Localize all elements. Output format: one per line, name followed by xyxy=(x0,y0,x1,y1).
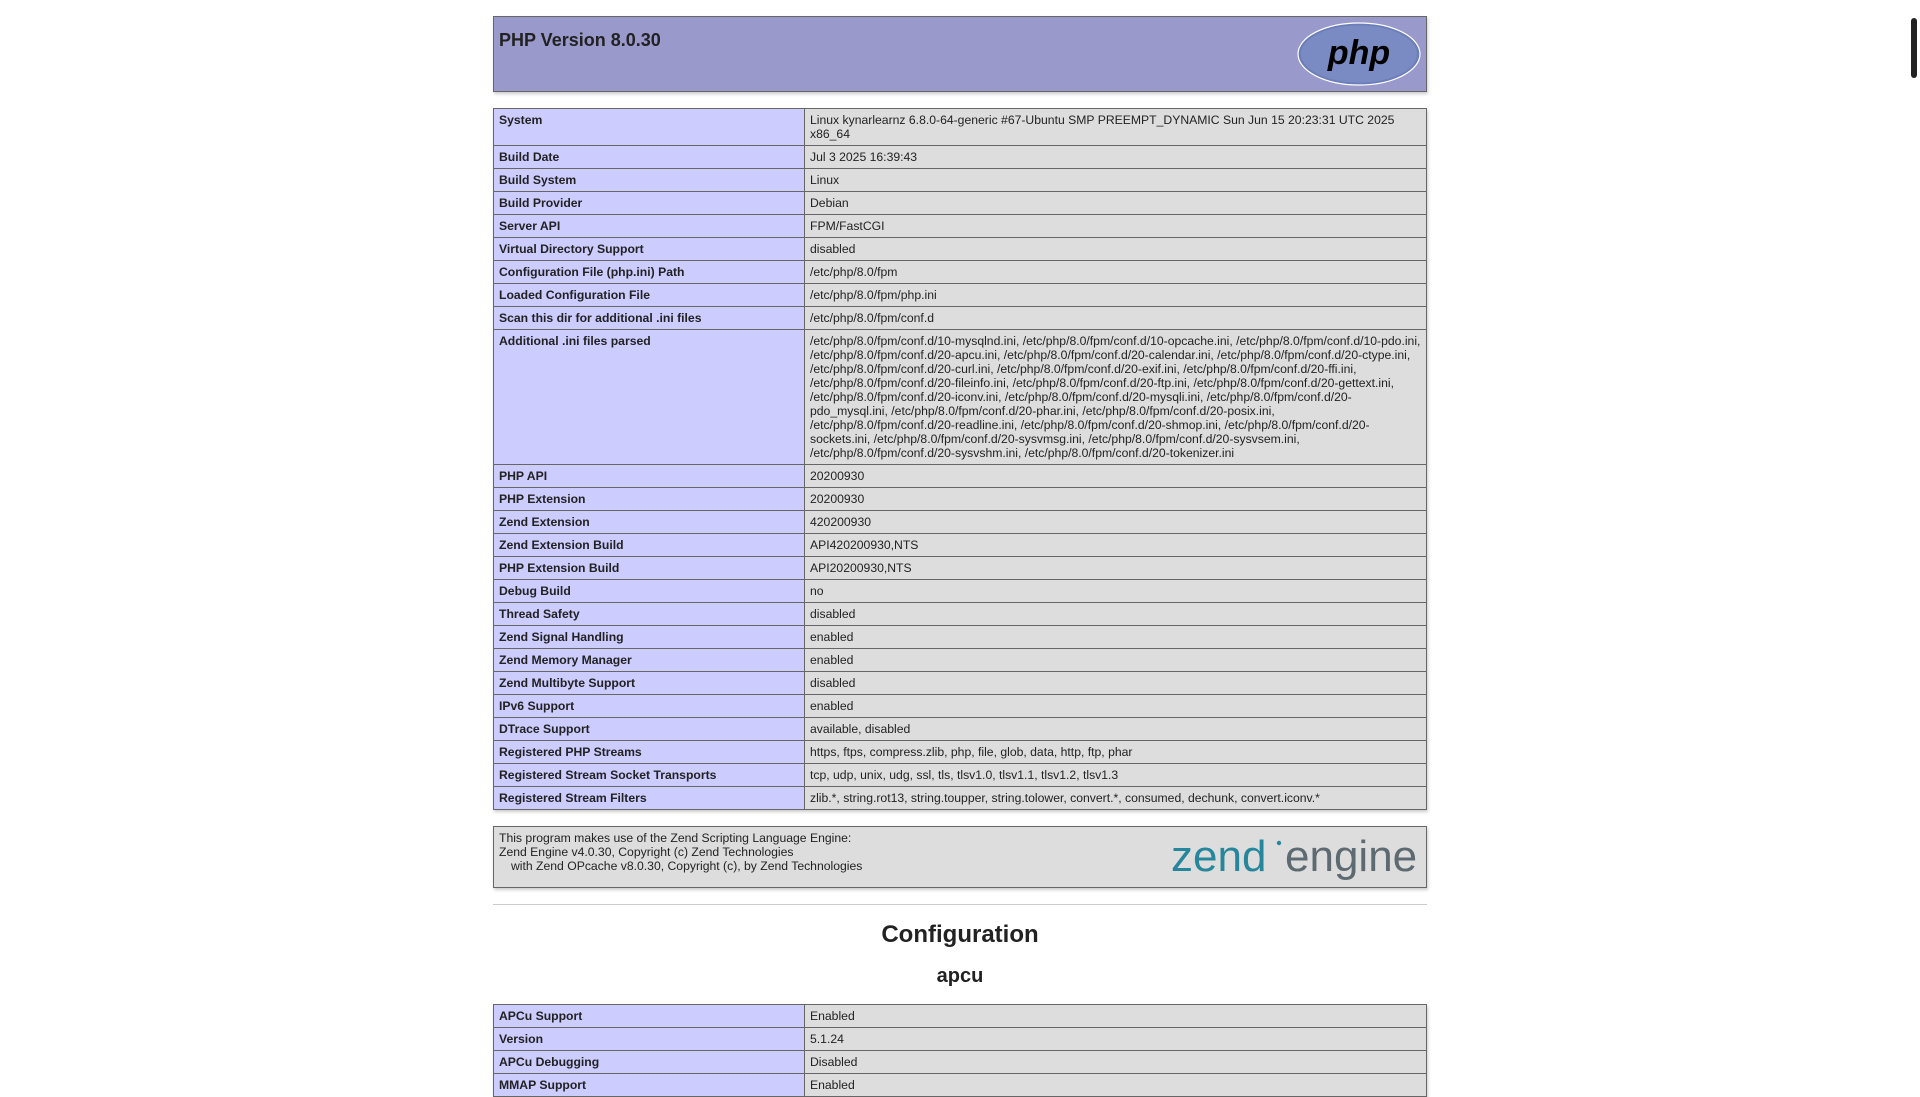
row-value: API20200930,NTS xyxy=(805,557,1427,580)
table-row xyxy=(494,718,1427,741)
zend-engine-table xyxy=(493,826,1427,888)
row-value: Enabled xyxy=(805,1074,1427,1097)
row-value: /etc/php/8.0/fpm xyxy=(805,261,1427,284)
table-row xyxy=(494,146,1427,169)
row-key: Scan this dir for additional .ini files xyxy=(494,307,805,330)
table-row xyxy=(494,1074,1427,1097)
page-title: PHP Version 8.0.30 xyxy=(499,30,661,50)
row-value: Linux kynarlearnz 6.8.0-64-generic #67-Ubuntu SMP PREEMPT_DYNAMIC Sun Jun 15 20:23:31 UTC 2025 x86_64 xyxy=(805,109,1427,146)
row-key: Build System xyxy=(494,169,805,192)
table-row xyxy=(494,764,1427,787)
row-key: Additional .ini files parsed xyxy=(494,330,805,465)
row-key: System xyxy=(494,109,805,146)
row-value: enabled xyxy=(805,626,1427,649)
zend-logo-word: zend xyxy=(1171,833,1267,881)
apcu-config-table xyxy=(493,1004,1427,1097)
module-heading-apcu[interactable]: apcu xyxy=(936,965,984,987)
table-row xyxy=(494,284,1427,307)
configuration-heading: Configuration xyxy=(881,921,1039,948)
table-row xyxy=(494,626,1427,649)
row-value: /etc/php/8.0/fpm/conf.d/10-mysqlnd.ini, /etc/php/8.0/fpm/conf.d/10-opcache.ini, /etc/php/8.0/fpm/conf.d/10-pdo.ini, /etc/php/8.0/fpm/conf.d/20-apcu.ini, /etc/php/8.0/fpm/conf.d/20-calendar.ini, /etc/php/8.0/fpm/conf.d/20-ctype.ini, /etc/php/8.0/fpm/conf.d/20-curl.ini, /etc/php/8.0/fpm/conf.d/20-exif.ini, /etc/php/8.0/fpm/conf.d/20-ffi.ini, /etc/php/8.0/fpm/conf.d/20-fileinfo.ini, /etc/php/8.0/fpm/conf.d/20-ftp.ini, /etc/php/8.0/fpm/conf.d/20-gettext.ini, /etc/php/8.0/fpm/conf.d/20-iconv.ini, /etc/php/8.0/fpm/conf.d/20-mysqli.ini, /etc/php/8.0/fpm/conf.d/20-pdo_mysql.ini, /etc/php/8.0/fpm/conf.d/20-phar.ini, /etc/php/8.0/fpm/conf.d/20-posix.ini, /etc/php/8.0/fpm/conf.d/20-readline.ini, /etc/php/8.0/fpm/conf.d/20-shmop.ini, /etc/php/8.0/fpm/conf.d/20-sockets.ini, /etc/php/8.0/fpm/conf.d/20-sysvmsg.ini, /etc/php/8.0/fpm/conf.d/20-sysvsem.ini, /etc/php/8.0/fpm/conf.d/20-sysvshm.ini, /etc/php/8.0/fpm/conf.d/20-tokenizer.ini xyxy=(805,330,1427,465)
table-row xyxy=(494,511,1427,534)
row-key: MMAP Support xyxy=(494,1074,805,1097)
row-value: disabled xyxy=(805,603,1427,626)
table-row xyxy=(494,741,1427,764)
row-value: Jul 3 2025 16:39:43 xyxy=(805,146,1427,169)
row-value: Disabled xyxy=(805,1051,1427,1074)
table-row xyxy=(494,169,1427,192)
table-row xyxy=(494,192,1427,215)
row-key: Server API xyxy=(494,215,805,238)
page-scrollbar[interactable] xyxy=(1908,16,1920,1096)
row-key: PHP Extension xyxy=(494,488,805,511)
table-row xyxy=(494,672,1427,695)
row-key: PHP Extension Build xyxy=(494,557,805,580)
table-row xyxy=(494,261,1427,284)
row-value: 420200930 xyxy=(805,511,1427,534)
table-row xyxy=(494,307,1427,330)
row-value: Debian xyxy=(805,192,1427,215)
table-row xyxy=(494,695,1427,718)
row-key: Zend Multibyte Support xyxy=(494,672,805,695)
row-value: disabled xyxy=(805,238,1427,261)
scrollbar-thumb[interactable] xyxy=(1911,18,1917,78)
row-key: Debug Build xyxy=(494,580,805,603)
row-key: APCu Debugging xyxy=(494,1051,805,1074)
table-row xyxy=(494,1051,1427,1074)
table-row xyxy=(494,557,1427,580)
engine-logo-word: engine xyxy=(1285,833,1418,881)
row-value: disabled xyxy=(805,672,1427,695)
row-value: /etc/php/8.0/fpm/php.ini xyxy=(805,284,1427,307)
table-row xyxy=(494,580,1427,603)
row-key: Version xyxy=(494,1028,805,1051)
row-value: enabled xyxy=(805,695,1427,718)
row-key: Configuration File (php.ini) Path xyxy=(494,261,805,284)
table-row xyxy=(494,603,1427,626)
table-row xyxy=(494,1005,1427,1028)
row-key: Registered Stream Filters xyxy=(494,787,805,810)
table-row xyxy=(494,488,1427,511)
row-value: https, ftps, compress.zlib, php, file, glob, data, http, ftp, phar xyxy=(805,741,1427,764)
row-key: Registered Stream Socket Transports xyxy=(494,764,805,787)
php-logo-icon[interactable] xyxy=(1297,22,1421,86)
table-row xyxy=(494,1028,1427,1051)
table-row xyxy=(494,787,1427,810)
row-value: available, disabled xyxy=(805,718,1427,741)
row-key: IPv6 Support xyxy=(494,695,805,718)
table-row xyxy=(494,330,1427,465)
row-value: no xyxy=(805,580,1427,603)
zend-line-2: Zend Engine v4.0.30, Copyright (c) Zend Technologies xyxy=(499,845,794,859)
zend-engine-text xyxy=(499,831,862,873)
row-value: zlib.*, string.rot13, string.toupper, string.tolower, convert.*, consumed, dechunk, convert.iconv.* xyxy=(805,787,1427,810)
row-key: APCu Support xyxy=(494,1005,805,1028)
row-value: /etc/php/8.0/fpm/conf.d xyxy=(805,307,1427,330)
row-value: 20200930 xyxy=(805,465,1427,488)
table-row xyxy=(494,649,1427,672)
table-row xyxy=(494,465,1427,488)
row-key: Loaded Configuration File xyxy=(494,284,805,307)
row-key: Build Provider xyxy=(494,192,805,215)
row-value: 5.1.24 xyxy=(805,1028,1427,1051)
row-key: Registered PHP Streams xyxy=(494,741,805,764)
row-key: Virtual Directory Support xyxy=(494,238,805,261)
row-value: 20200930 xyxy=(805,488,1427,511)
row-value: FPM/FastCGI xyxy=(805,215,1427,238)
row-value: enabled xyxy=(805,649,1427,672)
row-key: Zend Memory Manager xyxy=(494,649,805,672)
row-value: tcp, udp, unix, udg, ssl, tls, tlsv1.0, tlsv1.1, tlsv1.2, tlsv1.3 xyxy=(805,764,1427,787)
row-value: Enabled xyxy=(805,1005,1427,1028)
php-header xyxy=(493,16,1427,92)
section-divider xyxy=(493,904,1427,905)
row-value: Linux xyxy=(805,169,1427,192)
table-row xyxy=(494,238,1427,261)
phpinfo-page xyxy=(493,16,1427,1097)
system-info-table xyxy=(493,108,1427,810)
table-row xyxy=(494,215,1427,238)
zend-engine-logo-icon[interactable] xyxy=(1171,833,1421,883)
row-key: DTrace Support xyxy=(494,718,805,741)
row-key: Build Date xyxy=(494,146,805,169)
row-key: Zend Extension xyxy=(494,511,805,534)
row-key: PHP API xyxy=(494,465,805,488)
row-key: Thread Safety xyxy=(494,603,805,626)
php-logo-text: php xyxy=(1327,34,1391,72)
row-key: Zend Signal Handling xyxy=(494,626,805,649)
row-key: Zend Extension Build xyxy=(494,534,805,557)
zend-line-3: with Zend OPcache v8.0.30, Copyright (c), by Zend Technologies xyxy=(511,859,863,873)
row-value: API420200930,NTS xyxy=(805,534,1427,557)
zend-line-1: This program makes use of the Zend Scripting Language Engine: xyxy=(499,831,852,845)
table-row xyxy=(494,534,1427,557)
table-row xyxy=(494,109,1427,146)
